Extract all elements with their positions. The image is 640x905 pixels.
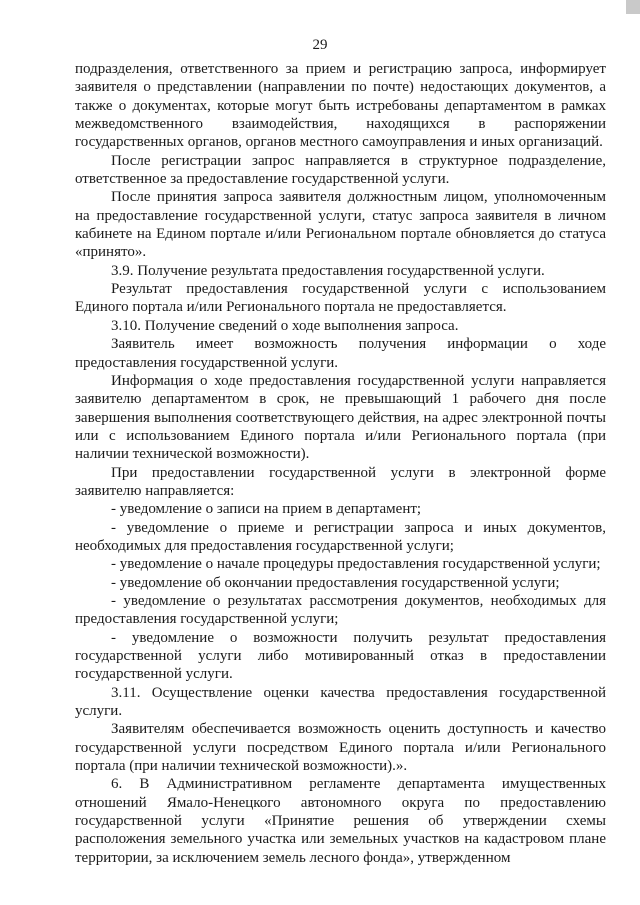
list-item: - уведомление об окончании предоставления государственной услуги; (111, 574, 560, 591)
paragraph: После регистрации запрос направляется в структурное подразделение, ответственное за предоставление государственной услуги. (75, 152, 606, 188)
list-item: - уведомление о записи на прием в департамент; (111, 501, 422, 518)
paragraph-continuation: подразделения, ответственного за прием и регистрацию запроса, информирует заявителя о представлении (направлении по почте) недостающих документов, а также о документах, которые могут быть истребованы департаментом в рамках межведомственного взаимодействия, находящихся в распоряжении государственных органов, органов местного самоуправления и иных организаций. (75, 61, 606, 151)
scan-corner-mark (626, 0, 640, 14)
paragraph: При предоставлении государственной услуги в электронной форме заявителю направляется: (75, 464, 606, 499)
paragraph: Информация о ходе предоставления государственной услуги направляется заявителю департаментом в срок, не превышающий 1 рабочего дня после завершения выполнения соответствующего действия, на адрес электронной почты или с использованием Единого портала и/или Регионального портала (при наличии технической возможности). (75, 372, 606, 463)
paragraph: 6. В Административном регламенте департамента имущественных отношений Ямало-Ненецкого автономного округа по предоставлению государственной услуги «Принятие решения об утверждении схемы расположения земельного участка или земельных участков на кадастровом плане территории, за исключением земель лесного фонда», утвержденном (75, 776, 606, 866)
list-item: - уведомление о возможности получить результат предоставления государственной услуги либо мотивированный отказ в предоставлении государственной услуги. (75, 629, 606, 683)
section-heading-3-11: 3.11. Осуществление оценки качества предоставления государственной услуги. (75, 684, 606, 720)
list-item: - уведомление о приеме и регистрации запроса и иных документов, необходимых для предоставления государственной услуги; (75, 519, 606, 554)
paragraph: После принятия запроса заявителя должностным лицом, уполномоченным на предоставление государственной услуги, статус запроса заявителя в личном кабинете на Едином портале и/или Региональном портале обновляется до статуса «принято». (75, 189, 606, 261)
document-body (75, 60, 606, 867)
section-heading-3-9: 3.9. Получение результата предоставления государственной услуги. (111, 262, 545, 279)
section-heading-3-10: 3.10. Получение сведений о ходе выполнения запроса. (111, 317, 459, 334)
page-number: 29 (312, 37, 328, 53)
paragraph: Результат предоставления государственной услуги с использованием Единого портала и/или Регионального портала не предоставляется. (75, 281, 606, 316)
list-item: - уведомление о результатах рассмотрения документов, необходимых для предоставления государственной услуги; (75, 592, 606, 628)
paragraph: Заявителям обеспечивается возможность оценить доступность и качество государственной услуги посредством Единого портала и/или Регионального портала (при наличии технической возможности).». (75, 721, 606, 775)
list-item: - уведомление о начале процедуры предоставления государственной услуги; (111, 556, 601, 573)
paragraph: Заявитель имеет возможность получения информации о ходе предоставления государственной услуги. (75, 336, 606, 371)
